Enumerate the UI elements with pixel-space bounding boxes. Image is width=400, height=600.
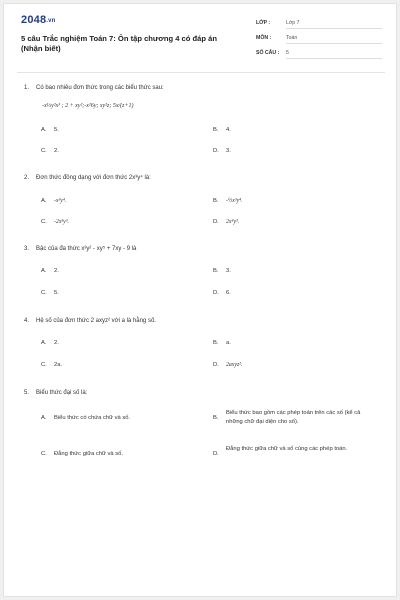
count-value: 5 [286, 50, 382, 59]
question-3: 3. Bậc của đa thức x³y² - xy⁵ + 7xy - 9 là [24, 246, 137, 252]
class-label: LỚP : [256, 20, 271, 26]
question-1: 1. Có bao nhiêu đơn thức trong các biểu thức sau: [24, 85, 164, 91]
question-3-text: Bậc của đa thức x³y² - xy⁵ + 7xy - 9 là [36, 246, 137, 252]
header-divider [17, 72, 385, 73]
question-1-expressions: -x⅓y²x³ ; 2 + xy²;-x²6y; xy²z; 5x/(z+1) [42, 103, 134, 109]
subject-value: Toán [286, 35, 382, 44]
worksheet-page: 2048.vn 5 câu Trắc nghiệm Toán 7: Ôn tập chương 4 có đáp án (Nhận biết) LỚP : Lớp 7 MÔN : Toán SỐ CÂU : 5 1. Có bao nhiêu đơn thức trong các biểu thức sau: -x⅓y²x³ ; 2 + xy²;-x²6y; xy²z; 5x/(z+1) A. 5. B. 4. C. 2. D. 3. 2. Đơn thức đồng dạng với đơn thức 2x³y⁴ là: A. -x³y⁴. B. -½x³y⁴. C. -2x³y³. D. 2x⁴y³. 3. Bậc của đa thức x³y² - xy⁵ + 7xy - 9 là A. 2. B. 3. C. 5. D. 6. 4. Hệ số của đơn thức 2 axyz² với a là hằng số. A. 2. B. a. C. 2a. D. 2axyz². 5. Biểu thức đại số là: A. Biểu thức có chứa chữ và số. B. Biểu thức bao gồm các phép toán trên các số (kể cả những chữ đại diện cho số). C. Đẳng thức giữa chữ và số. D. Đẳng thức giữa chữ và số cùng các phép toán. [3, 3, 397, 597]
question-5: 5. Biểu thức đại số là: [24, 390, 88, 396]
question-4-text: Hệ số của đơn thức 2 axyz² với a là hằng số. [36, 318, 156, 324]
question-2: 2. Đơn thức đồng dạng với đơn thức 2x³y⁴ là: [24, 175, 151, 181]
page-title: 5 câu Trắc nghiệm Toán 7: Ôn tập chương 4 có đáp án (Nhận biết) [21, 34, 217, 53]
site-logo[interactable]: 2048.vn [21, 14, 56, 26]
count-label: SỐ CÂU : [256, 50, 280, 56]
class-value: Lớp 7 [286, 20, 382, 29]
question-1-text: Có bao nhiêu đơn thức trong các biểu thức sau: [36, 85, 164, 91]
subject-label: MÔN : [256, 35, 272, 41]
question-2-text: Đơn thức đồng dạng với đơn thức 2x³y⁴ là: [36, 175, 151, 181]
question-4: 4. Hệ số của đơn thức 2 axyz² với a là hằng số. [24, 318, 156, 324]
question-5-text: Biểu thức đại số là: [36, 390, 88, 396]
